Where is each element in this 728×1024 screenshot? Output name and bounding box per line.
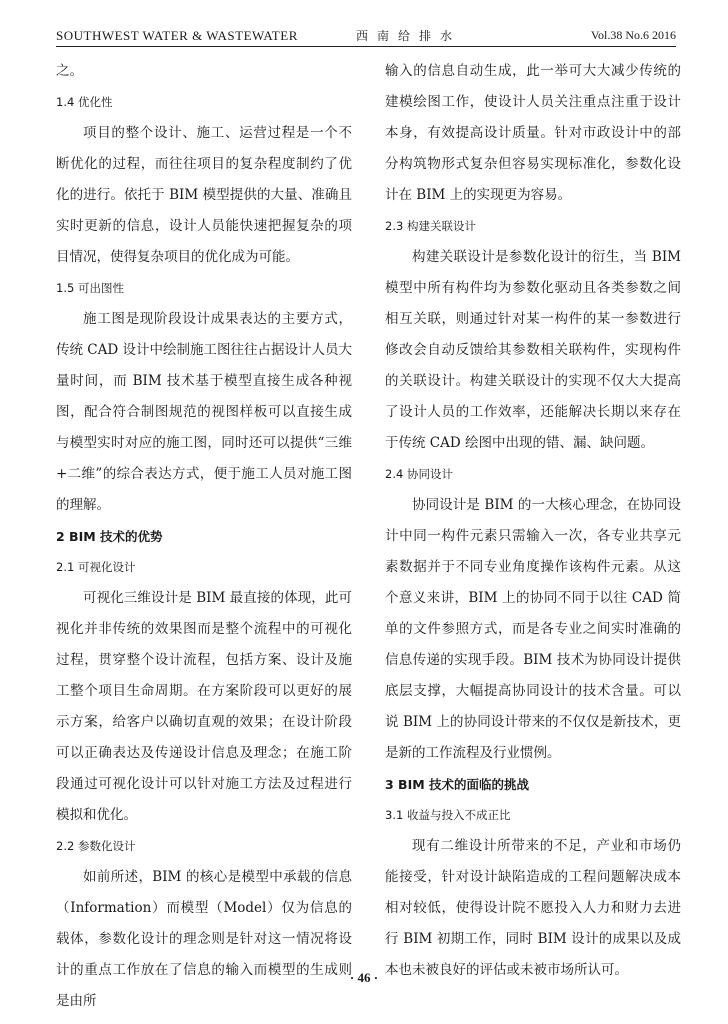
section-heading-2: 2 BIM 技术的优势 — [56, 529, 163, 544]
paragraph-parametric: 如前所述，BIM 的核心是模型中承载的信息（Information）而模型（Model）仅为信息的载体，参数化设计的理念则是针对这一情况将设计的重点工作放在了信息的输入而模型的生成则是由所 — [56, 869, 352, 1009]
paragraph-parametric-cont: 输入的信息自动生成，此一举可大大减少传统的建模绘图工作，使设计人员关注重点注重于设计本身，有效提高设计质量。针对市政设计中的部分构筑物形式复杂但容易实现标准化，参数化设计在 BIM 上的实现更为容易。 — [385, 63, 681, 203]
page-number: · 46 · — [349, 970, 379, 985]
paragraph-optimization: 项目的整个设计、施工、运营过程是一个不断优化的过程，而往往项目的复杂程度制约了优化的进行。依托于 BIM 模型提供的大量、准确且实时更新的信息，设计人员能快速把握复杂的项目情况，使得复杂项目的优化成为可能。 — [56, 125, 352, 265]
journal-chinese-title: 西南给排水 — [356, 29, 462, 43]
section-heading-2-1: 2.1 可视化设计 — [56, 560, 136, 574]
running-header — [56, 24, 676, 47]
section-heading-3: 3 BIM 技术的面临的挑战 — [385, 777, 530, 792]
left-column — [56, 56, 352, 1017]
section-heading-2-2: 2.2 参数化设计 — [56, 839, 136, 853]
paragraph-drawings: 施工图是现阶段设计成果表达的主要方式，传统 CAD 设计中绘制施工图往往占据设计人员大量时间，而 BIM 技术基于模型直接生成各种视图，配合符合制图规范的视图样板可以直接生成与模型实时对应的施工图，同时还可以提供“三维+二维”的综合表达方式，便于施工人员对施工图的理解。 — [56, 311, 352, 513]
section-heading-1-4: 1.4 优化性 — [56, 95, 113, 109]
paragraph-associative: 构建关联设计是参数化设计的衍生，当 BIM 模型中所有构件均为参数化驱动且各类参数之间相互关联，则通过针对某一构件的某一参数进行修改会自动反馈给其参数相关联构件，实现构件的关联设计。构建关联设计的实现不仅大大提高了设计人员的工作效率，还能解决长期以来存在于传统 CAD 绘图中出现的错、漏、缺问题。 — [385, 249, 681, 451]
section-heading-1-5: 1.5 可出图性 — [56, 281, 124, 295]
paragraph-collaborative: 协同设计是 BIM 的一大核心理念，在协同设计中同一构件元素只需输入一次，各专业共享元素数据并于不同专业角度操作该构件元素。从这个意义来讲，BIM 上的协同不同于以往 CAD 简单的文件参照方式，而是各专业之间实时准确的信息传递的实现手段。BIM 技术为协同设计提供底层支撑，大幅提高协同设计的技术含量。可以说 BIM 上的协同设计带来的不仅仅是新技术，更是新的工作流程及行业惯例。 — [385, 497, 681, 761]
issue-info: Vol.38 No.6 2016 — [590, 28, 676, 42]
section-heading-2-4: 2.4 协同设计 — [385, 467, 453, 481]
journal-english-title: SOUTHWEST WATER & WASTEWATER — [56, 28, 298, 43]
paragraph-cost-benefit: 现有二维设计所带来的不足，产业和市场仍能接受，针对设计缺陷造成的工程问题解决成本相对较低，使得设计院不愿投入人力和财力去进行 BIM 初期工作，同时 BIM 设计的成果以及成本也未被良好的评估或未被市场所认可。 — [385, 838, 681, 978]
section-heading-3-1: 3.1 收益与投入不成正比 — [385, 808, 511, 822]
section-heading-2-3: 2.3 构建关联设计 — [385, 219, 476, 233]
paragraph-visualization: 可视化三维设计是 BIM 最直接的体现，此可视化并非传统的效果图而是整个流程中的可视化过程，贯穿整个设计流程，包括方案、设计及施工整个项目生命周期。在方案阶段可以更好的展示方案，给客户以确切直观的效果；在设计阶段可以正确表达及传递设计信息及理念；在施工阶段通过可视化设计可以针对施工方法及过程进行模拟和优化。 — [56, 590, 352, 823]
paragraph-continuation: 之。 — [56, 63, 83, 79]
right-column — [385, 56, 681, 986]
